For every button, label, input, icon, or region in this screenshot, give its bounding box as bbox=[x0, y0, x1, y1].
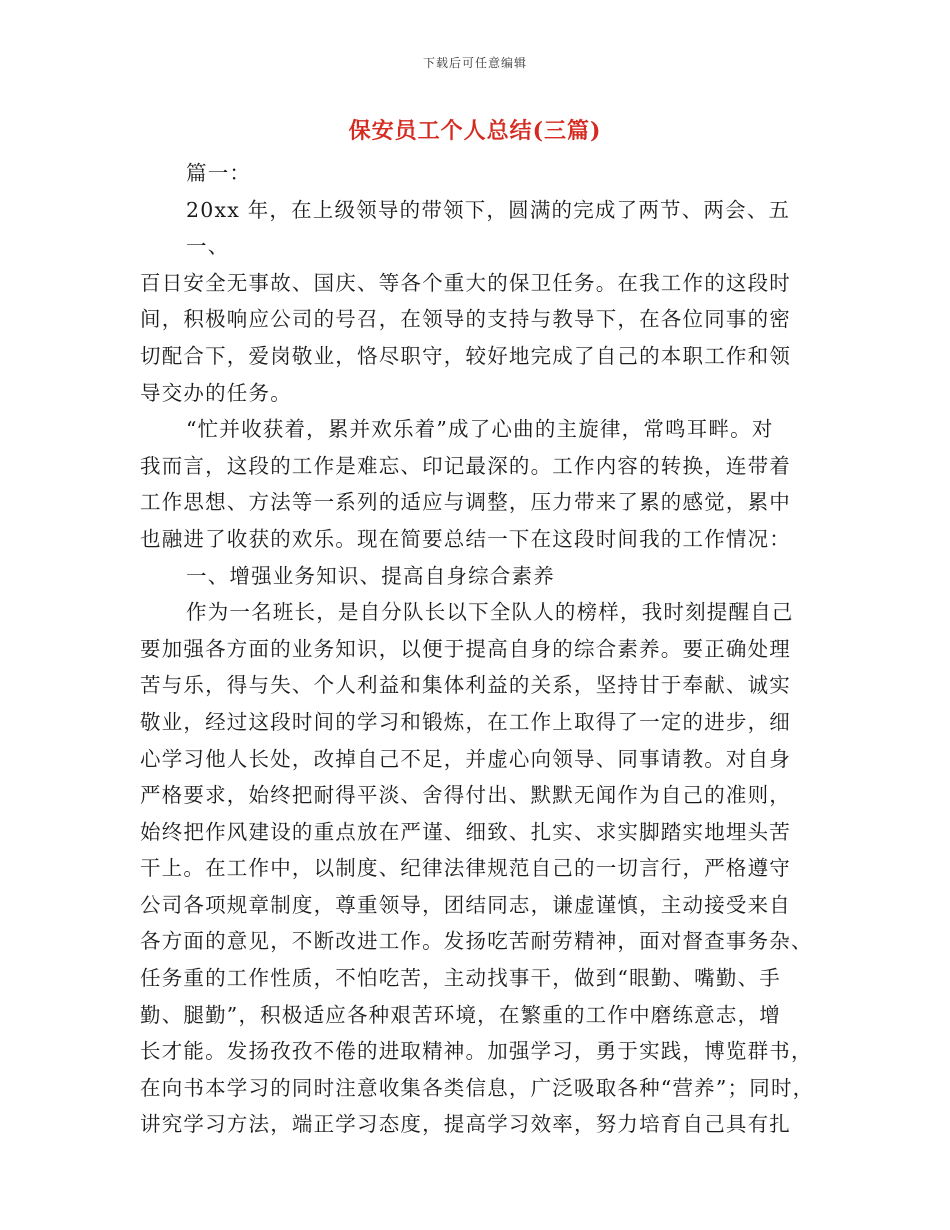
paragraph-line: 20xx 年，在上级领导的带领下，圆满的完成了两节、两会、五一、 bbox=[186, 197, 791, 259]
paragraph-line: 勤、腿勤”，积极适应各种艰苦环境，在繁重的工作中磨练意志，增 bbox=[140, 1002, 781, 1027]
paragraph-line: 也融进了收获的欢乐。现在简要总结一下在这段时间我的工作情况： bbox=[140, 526, 791, 551]
paragraph-line: 严格要求，始终把耐得平淡、舍得付出、默默无闻作为自己的准则， bbox=[140, 783, 791, 808]
paragraph-line: 各方面的意见，不断改进工作。发扬吃苦耐劳精神，面对督查事务杂、 bbox=[140, 929, 813, 954]
header-note: 下载后可任意编辑 bbox=[422, 56, 527, 70]
paragraph-line: 公司各项规章制度，尊重领导，团结同志，谦虚谨慎，主动接受来自 bbox=[140, 892, 791, 917]
document-title: 保安员工个人总结(三篇) bbox=[348, 118, 602, 144]
paragraph-line: 在向书本学习的同时注意收集各类信息，广泛吸取各种“营养”；同时， bbox=[140, 1075, 815, 1100]
paragraph-line: 工作思想、方法等一系列的适应与调整，压力带来了累的感觉，累中 bbox=[140, 490, 791, 515]
paragraph-line: 心学习他人长处，改掉自己不足，并虚心向领导、同事请教。对自身 bbox=[140, 746, 791, 771]
paragraph-line: 长才能。发扬孜孜不倦的进取精神。加强学习，勇于实践，博览群书， bbox=[140, 1039, 813, 1064]
paragraph-line: 敬业，经过这段时间的学习和锻炼，在工作上取得了一定的进步，细 bbox=[140, 709, 791, 734]
paragraph-line: 作为一名班长，是自分队长以下全队人的榜样，我时刻提醒自己 bbox=[186, 600, 794, 625]
paragraph-line: 苦与乐，得与失、个人利益和集体利益的关系，坚持甘于奉献、诚实 bbox=[140, 673, 791, 698]
paragraph-line: 间，积极响应公司的号召，在领导的支持与教导下，在各位同事的密 bbox=[140, 307, 791, 332]
paragraph-line: 导交办的任务。 bbox=[140, 380, 292, 405]
paragraph-line: “忙并收获着，累并欢乐着”成了心曲的主旋律，常鸣耳畔。对 bbox=[186, 417, 774, 442]
paragraph-line: 百日安全无事故、国庆、等各个重大的保卫任务。在我工作的这段时 bbox=[140, 270, 791, 295]
paragraph-line: 我而言，这段的工作是难忘、印记最深的。工作内容的转换，连带着 bbox=[140, 453, 791, 478]
section-label: 篇一： bbox=[186, 161, 252, 185]
paragraph-line: 始终把作风建设的重点放在严谨、细致、扎实、求实脚踏实地埋头苦 bbox=[140, 819, 791, 844]
paragraph-line: 切配合下，爱岗敬业，恪尽职守，较好地完成了自己的本职工作和领 bbox=[140, 343, 791, 368]
section-heading: 一、增强业务知识、提高自身综合素养 bbox=[186, 563, 555, 588]
paragraph-line: 干上。在工作中，以制度、纪律法律规范自己的一切言行，严格遵守 bbox=[140, 856, 791, 881]
document-body bbox=[140, 155, 820, 1143]
paragraph-line: 任务重的工作性质，不怕吃苦，主动找事干，做到“眼勤、嘴勤、手 bbox=[140, 966, 781, 991]
paragraph-line: 讲究学习方法，端正学习态度，提高学习效率，努力培育自己具有扎 bbox=[140, 1112, 791, 1137]
paragraph-line: 要加强各方面的业务知识，以便于提高自身的综合素养。要正确处理 bbox=[140, 636, 791, 661]
